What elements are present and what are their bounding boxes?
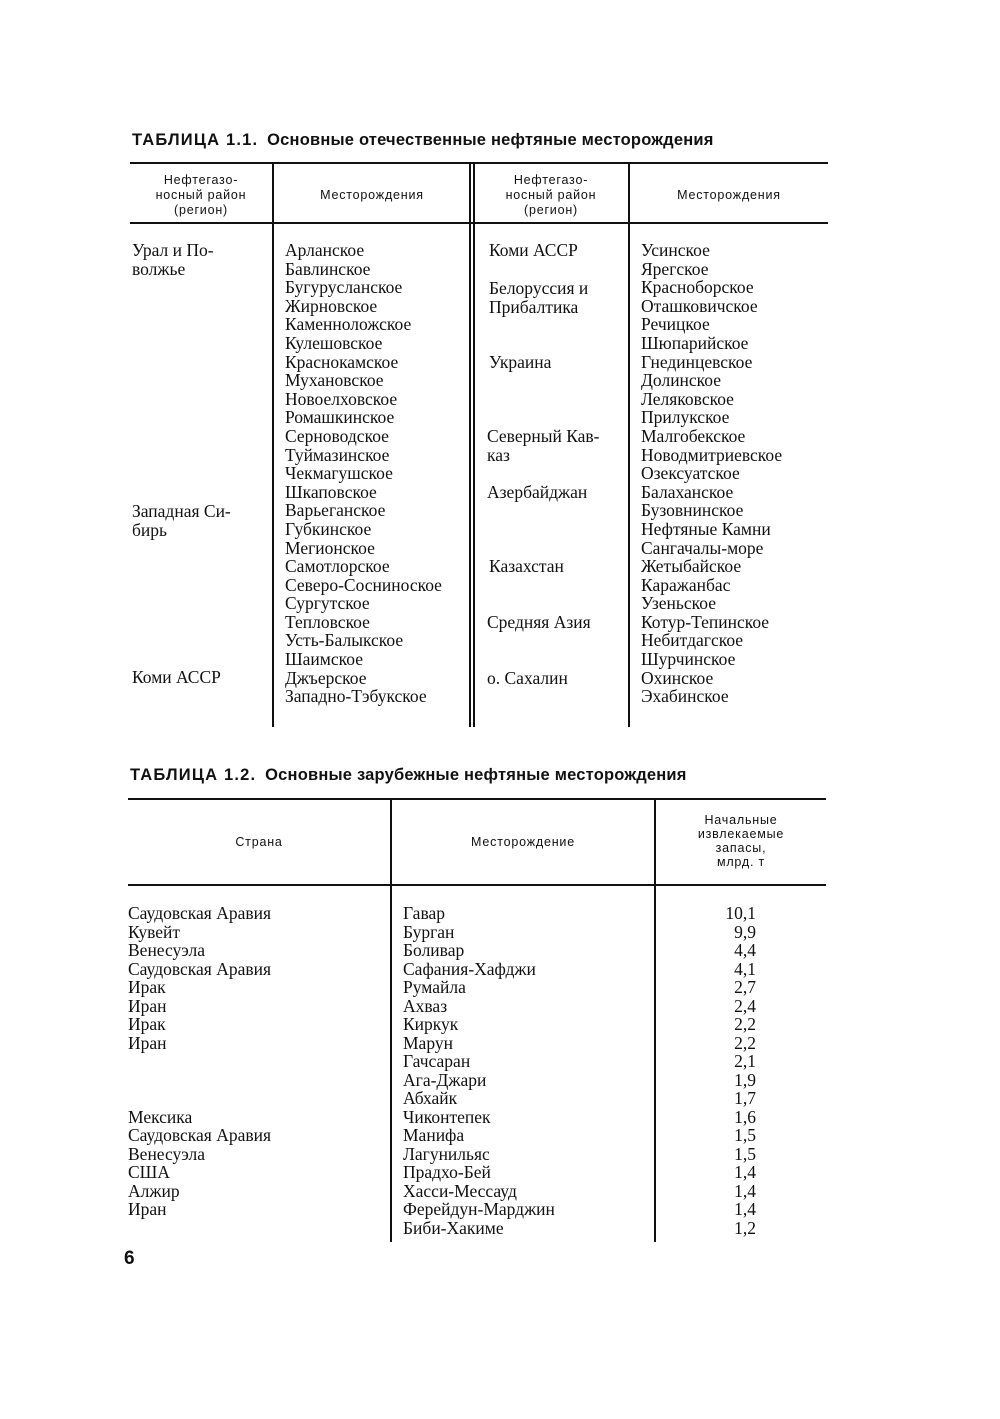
country-cell: Венесуэла: [128, 1143, 205, 1164]
field-name: Варьеганское: [285, 500, 386, 521]
country-cell: [128, 1052, 271, 1071]
table1-caption: [132, 131, 714, 150]
field-name: Мегионское: [285, 537, 375, 558]
country-cell: [128, 1071, 271, 1090]
table2-header-country: Страна: [235, 835, 283, 849]
field-name: Нефтяные Камни: [641, 518, 771, 539]
field-cell: Биби-Хакиме: [403, 1217, 504, 1238]
field-name: Жетыбайское: [641, 556, 742, 577]
table1-right-fields: [641, 241, 782, 706]
field-name: Шкаповское: [285, 481, 377, 502]
country-cell: Алжир: [128, 1180, 180, 1201]
field-name: Ромашкинское: [285, 407, 395, 428]
field-cell: Чиконтепек: [403, 1106, 491, 1127]
table1-left-region: Западная Си- бирь: [132, 501, 231, 540]
country-cell: Венесуэла: [128, 940, 205, 960]
table1-right-region: Средняя Азия: [487, 612, 591, 632]
reserves-cell: 2,4: [734, 995, 756, 1016]
table1-vline-3: [628, 164, 630, 727]
field-name: Озексуатское: [641, 463, 740, 484]
field-cell: Сафания-Хафджи: [403, 958, 536, 979]
field-name: Мухановское: [285, 370, 384, 391]
field-name: Чекмагушское: [285, 463, 393, 484]
table2-vline-1: [390, 800, 392, 1242]
reserves-cell: 1,9: [734, 1069, 756, 1090]
country-cell: Саудовская Аравия: [128, 1125, 272, 1145]
field-cell: Хасси-Мессауд: [403, 1180, 517, 1201]
field-name: Леляковское: [641, 388, 734, 409]
field-name: Новодмитриевское: [641, 444, 783, 465]
field-name: Туймазинское: [285, 444, 390, 465]
reserves-cell: 2,2: [734, 1014, 756, 1034]
table1-header-region: Нефтегазо- носный район (регион): [155, 173, 247, 217]
field-name: Бузовнинское: [641, 500, 744, 521]
field-cell: Манифа: [403, 1125, 465, 1145]
field-cell: Киркук: [403, 1014, 459, 1034]
table2-header-reserves: Начальные извлекаемые запасы, млрд. т: [697, 813, 785, 869]
reserves-cell: 10,1: [725, 903, 756, 923]
field-name: Красноборское: [641, 277, 754, 298]
country-cell: Кувейт: [128, 921, 181, 942]
field-cell: Боливар: [403, 940, 465, 960]
country-cell: Иран: [128, 1199, 167, 1219]
table2-countries: [128, 904, 271, 1237]
table1-right-region: о. Сахалин: [487, 668, 568, 688]
table1-right-region: Украина: [489, 352, 552, 372]
field-name: Шурчинское: [641, 649, 736, 670]
table2-label: ТАБЛИЦА 1.2.: [130, 766, 257, 784]
field-name: Каражанбас: [641, 574, 731, 595]
country-cell: [128, 1089, 271, 1108]
country-cell: Иран: [128, 995, 167, 1016]
country-cell: США: [128, 1162, 170, 1182]
field-name: Охинское: [641, 667, 714, 688]
field-name: Шаимское: [285, 649, 363, 670]
field-name: Жирновское: [285, 295, 378, 316]
field-name: Шюпарийское: [641, 332, 749, 353]
country-cell: [128, 1219, 271, 1238]
reserves-cell: 2,1: [734, 1051, 756, 1071]
table1-vline-2a: [469, 164, 471, 727]
field-name: Узеньское: [641, 593, 716, 614]
field-name: Самотлорское: [285, 556, 390, 577]
field-name: Серноводское: [285, 425, 389, 446]
field-name: Усть-Балыкское: [285, 630, 404, 651]
field-name: Прилукское: [641, 407, 730, 428]
table1-right-region: Казахстан: [489, 556, 564, 576]
table2-top-rule: [128, 798, 826, 800]
country-cell: Ирак: [128, 1014, 166, 1034]
field-name: Губкинское: [285, 518, 372, 539]
table1-top-rule: [130, 162, 828, 164]
field-cell: Прадхо-Бей: [403, 1162, 491, 1182]
field-name: Котур-Тепинское: [641, 611, 770, 632]
table1-vline-2b: [473, 164, 475, 727]
reserves-cell: 1,4: [734, 1180, 756, 1201]
country-cell: Иран: [128, 1032, 167, 1053]
table2-title: Основные зарубежные нефтяные месторождения: [265, 766, 687, 784]
field-cell: Ага-Джари: [403, 1069, 487, 1090]
reserves-cell: 1,6: [734, 1106, 756, 1127]
field-name: Краснокамское: [285, 351, 399, 372]
field-cell: Румайла: [403, 977, 466, 997]
field-name: Долинское: [641, 370, 722, 391]
country-cell: Ирак: [128, 977, 166, 997]
field-name: Каменноложское: [285, 314, 412, 335]
table1-left-region: Урал и По- волжье: [132, 240, 214, 279]
field-name: Сангачалы-море: [641, 537, 764, 558]
reserves-cell: 1,2: [734, 1217, 756, 1238]
table1-right-region: Азербайджан: [487, 482, 588, 502]
country-cell: Саудовская Аравия: [128, 903, 272, 923]
field-name: Сургутское: [285, 593, 370, 614]
field-name: Западно-Тэбукское: [285, 686, 427, 707]
field-name: Северо-Сосниноское: [285, 574, 442, 595]
table1-header-fields: Месторождения: [320, 188, 424, 202]
reserves-cell: 1,5: [734, 1125, 756, 1145]
table2-vline-2: [654, 800, 656, 1242]
table1-right-region: Коми АССР: [489, 240, 578, 260]
field-name: Небитдагское: [641, 630, 744, 651]
field-name: Арланское: [285, 240, 365, 260]
table2-header-rule: [128, 884, 826, 886]
reserves-cell: 1,7: [734, 1088, 756, 1108]
field-cell: Гавар: [403, 903, 445, 923]
field-name: Речицкое: [641, 314, 710, 335]
field-cell: Абхайк: [403, 1088, 458, 1108]
reserves-cell: 9,9: [734, 921, 756, 942]
field-cell: Гачсаран: [403, 1051, 471, 1071]
field-cell: Бурган: [403, 921, 455, 942]
field-cell: Ферейдун-Марджин: [403, 1199, 555, 1219]
table1-header-fields-2: Месторождения: [677, 188, 781, 202]
field-cell: Лагунильяс: [403, 1143, 490, 1164]
reserves-cell: 1,4: [734, 1199, 756, 1219]
table1-title: Основные отечественные нефтяные месторождения: [267, 131, 714, 149]
table1-header-region-2: Нефтегазо- носный район (регион): [505, 173, 597, 217]
table1-left-region: Коми АССР: [132, 667, 221, 687]
reserves-cell: 1,5: [734, 1143, 756, 1164]
field-name: Бавлинское: [285, 258, 371, 279]
country-cell: Мексика: [128, 1106, 193, 1127]
field-name: Бугурусланское: [285, 277, 403, 298]
field-name: Тепловское: [285, 611, 370, 632]
field-name: Усинское: [641, 240, 710, 260]
field-cell: Ахваз: [403, 995, 448, 1016]
table1-right-region: Северный Кав- каз: [487, 426, 600, 465]
field-cell: Марун: [403, 1032, 453, 1053]
field-name: Гнединцевское: [641, 351, 753, 372]
table2-fields: [403, 904, 555, 1237]
table1-right-region: Белоруссия и Прибалтика: [489, 278, 589, 317]
table2-caption: [130, 766, 687, 785]
table2-reserves: [676, 904, 756, 1237]
table1-label: ТАБЛИЦА 1.1.: [132, 131, 259, 149]
reserves-cell: 2,7: [734, 977, 756, 997]
table1-header-rule: [130, 222, 828, 224]
reserves-cell: 4,4: [734, 940, 756, 960]
reserves-cell: 2,2: [734, 1032, 756, 1053]
field-name: Ярегское: [641, 258, 709, 279]
reserves-cell: 1,4: [734, 1162, 756, 1182]
table2-header-field: Месторождение: [471, 835, 575, 849]
country-cell: Саудовская Аравия: [128, 958, 272, 979]
field-name: Оташковичское: [641, 295, 758, 316]
table1-vline-1: [272, 164, 274, 727]
table1-left-fields: [285, 241, 442, 706]
page-number: 6: [124, 1248, 135, 1269]
field-name: Малгобекское: [641, 425, 746, 446]
field-name: Эхабинское: [641, 686, 729, 707]
field-name: Джъерское: [285, 667, 367, 688]
field-name: Новоелховское: [285, 388, 398, 409]
field-name: Кулешовское: [285, 332, 383, 353]
field-name: Балаханское: [641, 481, 734, 502]
reserves-cell: 4,1: [734, 958, 756, 979]
